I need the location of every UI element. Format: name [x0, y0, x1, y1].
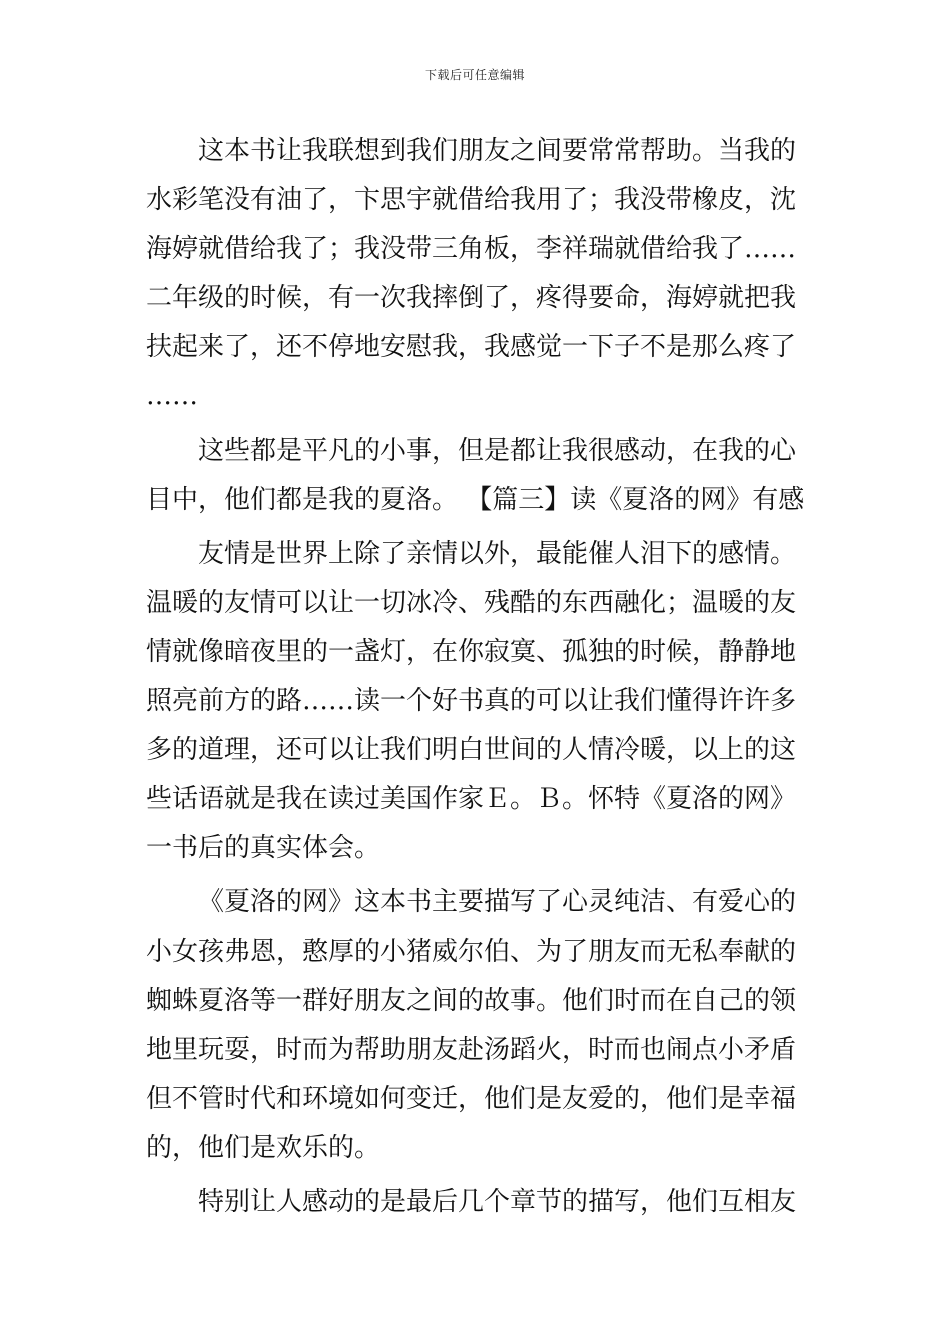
text-line: 海婷就借给我了；我没带三角板，李祥瑞就借给我了…… [146, 234, 797, 265]
text-line: 小女孩弗恩，憨厚的小猪威尔伯、为了朋友而无私奉献的 [146, 936, 797, 967]
text-line: 温暖的友情可以让一切冰冷、残酷的东西融化；温暖的友 [146, 587, 797, 618]
text-line: 《夏洛的网》这本书主要描写了心灵纯洁、有爱心的 [198, 887, 797, 918]
text-line: 友情是世界上除了亲情以外，最能催人泪下的感情。 [198, 538, 797, 569]
text-line: 这些都是平凡的小事，但是都让我很感动，在我的心 [198, 435, 797, 466]
header-note: 下载后可任意编辑 [424, 68, 525, 82]
text-line: 但不管时代和环境如何变迁，他们是友爱的，他们是幸福 [146, 1083, 797, 1114]
text-line: …… [146, 381, 198, 412]
text-line: 水彩笔没有油了，卞思宇就借给我用了；我没带橡皮，沈 [146, 185, 797, 216]
text-line: 扶起来了，还不停地安慰我，我感觉一下子不是那么疼了 [146, 332, 797, 363]
text-line: 情就像暗夜里的一盏灯，在你寂寞、孤独的时候，静静地 [146, 636, 797, 667]
text-line: 蜘蛛夏洛等一群好朋友之间的故事。他们时而在自己的领 [146, 985, 797, 1016]
text-line: 地里玩耍，时而为帮助朋友赴汤蹈火，时而也闹点小矛盾 [146, 1034, 797, 1065]
text-line: 这本书让我联想到我们朋友之间要常常帮助。当我的 [198, 136, 797, 166]
document-body [146, 127, 806, 1227]
text-line: 的，他们是欢乐的。 [146, 1132, 381, 1163]
text-line: 特别让人感动的是最后几个章节的描写，他们互相友 [198, 1186, 797, 1217]
text-line: 多的道理，还可以让我们明白世间的人情冷暖，以上的这 [146, 735, 797, 766]
text-line: 一书后的真实体会。 [146, 833, 381, 864]
text-line: 目中，他们都是我的夏洛。 【篇三】读《夏洛的网》有感 [146, 484, 805, 515]
text-line: 照亮前方的路……读一个好书真的可以让我们懂得许许多 [146, 686, 797, 717]
text-line: 些话语就是我在读过美国作家Ｅ。Ｂ。怀特《夏洛的网》 [146, 784, 797, 815]
text-line: 二年级的时候，有一次我摔倒了，疼得要命，海婷就把我 [146, 283, 797, 314]
